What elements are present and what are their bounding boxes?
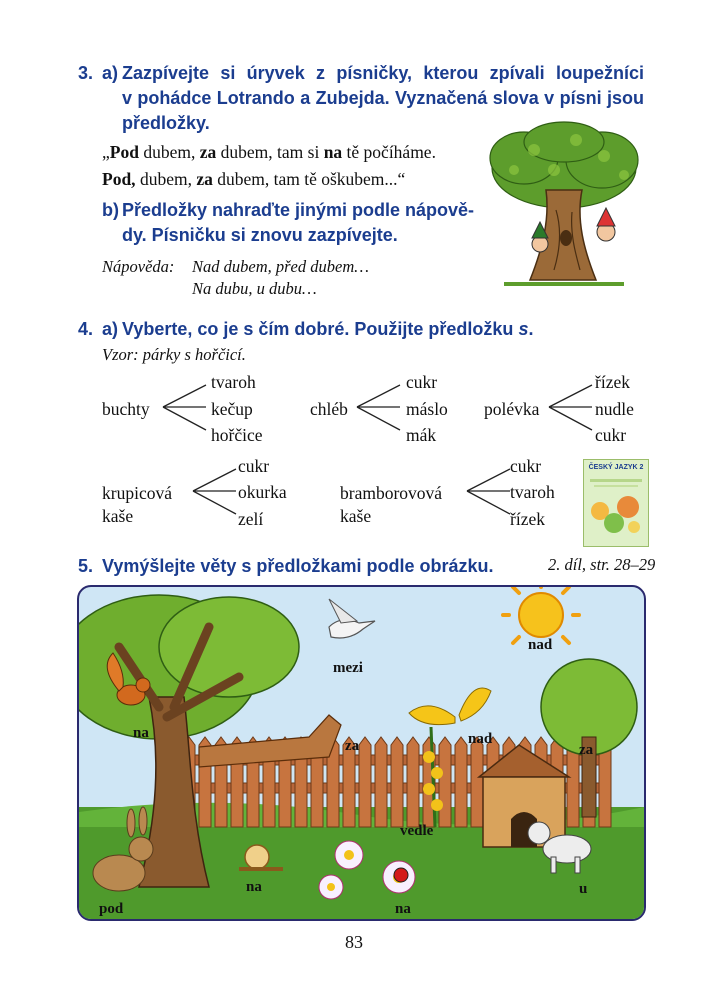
label-mezi: mezi: [333, 660, 363, 676]
workbook-cover-thumbnail: [583, 459, 649, 547]
option-word: okurka: [238, 482, 287, 502]
task5-title: Vymýšlejte věty s předložkami podle obrázku.: [102, 556, 494, 576]
task3-number: 3.: [78, 63, 94, 83]
label-na-ladybug: na: [395, 901, 411, 917]
group-head: bramborovová: [340, 483, 443, 503]
option-word: zelí: [238, 509, 264, 529]
task3-a-line2: v pohádce Lotrando a Zubejda. Vyznačená slova v písni jsou: [122, 88, 644, 108]
branch-lines: [464, 466, 514, 516]
label-na-squirrel: na: [133, 725, 149, 741]
label-vedle: vedle: [400, 823, 434, 839]
prepositions-scene: [77, 585, 646, 921]
task4-number: 4.: [78, 319, 94, 339]
option-word: cukr: [406, 372, 438, 392]
task4-example: Vzor: párky s hořčicí.: [102, 345, 246, 364]
hint-line-1: Nad dubem, před dubem…: [192, 257, 369, 276]
branch-lines: [546, 382, 596, 432]
task3-a-line3: předložky.: [122, 113, 210, 133]
group-head: chléb: [310, 399, 348, 419]
option-word: kečup: [211, 399, 253, 419]
option-word: cukr: [595, 425, 627, 445]
task4-title: Vyberte, co je s čím dobré. Použijte předložku s.: [122, 319, 534, 339]
task3-b-line2: dy. Písničku si znovu zazpívejte.: [122, 225, 398, 245]
fence-picket: [407, 737, 419, 827]
option-word: hořčice: [211, 425, 263, 445]
task3-a-line1: Zazpívejte si úryvek z písničky, kterou zpívali loupežníci: [122, 63, 644, 83]
workbook-cover-title: ČESKÝ JAZYK 2: [588, 464, 644, 471]
page-number: 83: [345, 932, 363, 952]
task4-a-label: a): [102, 319, 119, 339]
group-head: buchty: [102, 399, 150, 419]
fence-picket: [439, 737, 451, 827]
label-nad-sun: nad: [528, 637, 553, 653]
label-nad-butterfly: nad: [468, 731, 493, 747]
task3-b-label: b): [102, 200, 119, 220]
label-za-tree: za: [579, 742, 594, 758]
option-word: řízek: [595, 372, 630, 392]
oak-tree-illustration: [484, 120, 646, 290]
fence-picket: [391, 737, 403, 827]
hint-line-2: Na dubu, u dubu…: [192, 279, 317, 298]
scene-drawing: [79, 587, 644, 919]
group-head: krupicová: [102, 483, 172, 503]
fence-picket: [375, 737, 387, 827]
hint-label: Nápověda:: [102, 257, 175, 276]
option-word: cukr: [238, 456, 270, 476]
task3-b-line1: Předložky nahraďte jinými podle nápově-: [122, 200, 475, 220]
label-za-horse: za: [345, 738, 360, 754]
fence-picket: [359, 737, 371, 827]
option-word: tvaroh: [510, 482, 555, 502]
task5-reference: 2. díl, str. 28–29: [548, 555, 656, 574]
song-line-1: „Pod dubem, za dubem, tam si na tě počíháme.: [102, 142, 436, 162]
group-head: kaše: [340, 506, 372, 526]
group-head: polévka: [484, 399, 540, 419]
option-word: cukr: [510, 456, 542, 476]
group-head: kaše: [102, 506, 134, 526]
workbook-cover-art: [584, 471, 648, 541]
option-word: nudle: [595, 399, 634, 419]
branch-lines: [190, 466, 240, 516]
sun-icon: [503, 587, 579, 643]
branch-lines: [160, 382, 210, 432]
song-line-2: Pod, dubem, za dubem, tam tě oškubem...“: [102, 169, 406, 189]
option-word: máslo: [406, 399, 448, 419]
option-word: řízek: [510, 509, 545, 529]
label-na-snail: na: [246, 879, 262, 895]
branch-lines: [354, 382, 404, 432]
task5-number: 5.: [78, 556, 94, 576]
fence-picket: [471, 737, 483, 827]
label-u: u: [579, 881, 588, 897]
option-word: mák: [406, 425, 437, 445]
task3-a-label: a): [102, 63, 119, 83]
label-pod: pod: [99, 901, 124, 917]
fence-picket: [455, 737, 467, 827]
option-word: tvaroh: [211, 372, 256, 392]
